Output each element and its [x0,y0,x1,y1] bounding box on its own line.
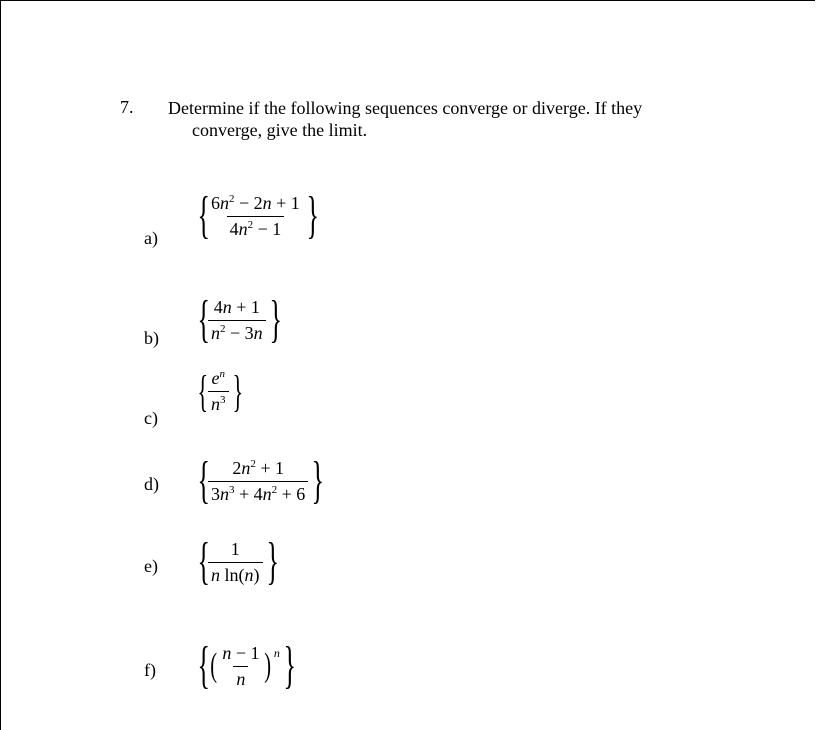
part-b-label: b) [144,328,159,348]
right-paren: ) [264,647,272,684]
fraction [208,539,263,586]
prompt-line-1: Determine if the following sequences converge or diverge. If they [168,98,643,118]
denominator: n ln(n) [208,562,263,586]
numerator: $6n^2 - 2n + 1$ [211,192,300,213]
part-f-expression [194,637,296,694]
part-a-label: a) [144,228,158,248]
numerator: n − 1 [222,642,260,663]
right-brace: } [232,366,243,416]
right-brace: } [283,637,296,694]
part-d-label: d) [144,474,159,494]
fraction [208,368,229,415]
numerator: $e^n$ [211,368,225,388]
numerator: $2n^2 + 1$ [232,457,284,478]
left-brace: { [197,291,210,348]
part-c-expression [194,368,243,415]
denominator: $3n^3 + 4n^2 + 6$ [208,481,308,505]
prompt-line-2: converge, give the limit. [192,120,368,140]
left-brace: { [197,533,210,590]
denominator: $n^3$ [208,391,229,415]
right-brace: } [266,533,279,590]
left-brace: { [197,637,210,694]
part-f-label: f) [144,660,156,680]
part-a-expression [194,187,319,244]
denominator: $n^2 - 3n$ [208,320,266,344]
fraction [208,458,308,505]
left-paren: ( [210,647,218,684]
part-d-expression [194,452,325,509]
denominator: $4n^2 - 1$ [227,216,285,240]
problem-number: 7. [120,97,134,117]
right-brace: } [311,452,325,509]
problem-prompt [168,97,728,141]
numerator: 1 [230,538,240,559]
right-brace: } [306,187,319,244]
part-e-label: e) [144,556,158,576]
part-e-expression [194,533,279,590]
denominator: n [233,666,248,690]
part-c-label: c) [144,408,158,428]
left-brace: { [197,452,210,509]
fraction [208,193,303,240]
numerator: 4n + 1 [213,296,260,317]
fraction [219,643,262,690]
left-brace: { [197,366,209,416]
part-b-expression [194,291,282,348]
exponent: n [273,646,280,660]
right-brace: } [269,291,282,348]
left-brace: { [197,187,210,244]
fraction [208,297,266,344]
